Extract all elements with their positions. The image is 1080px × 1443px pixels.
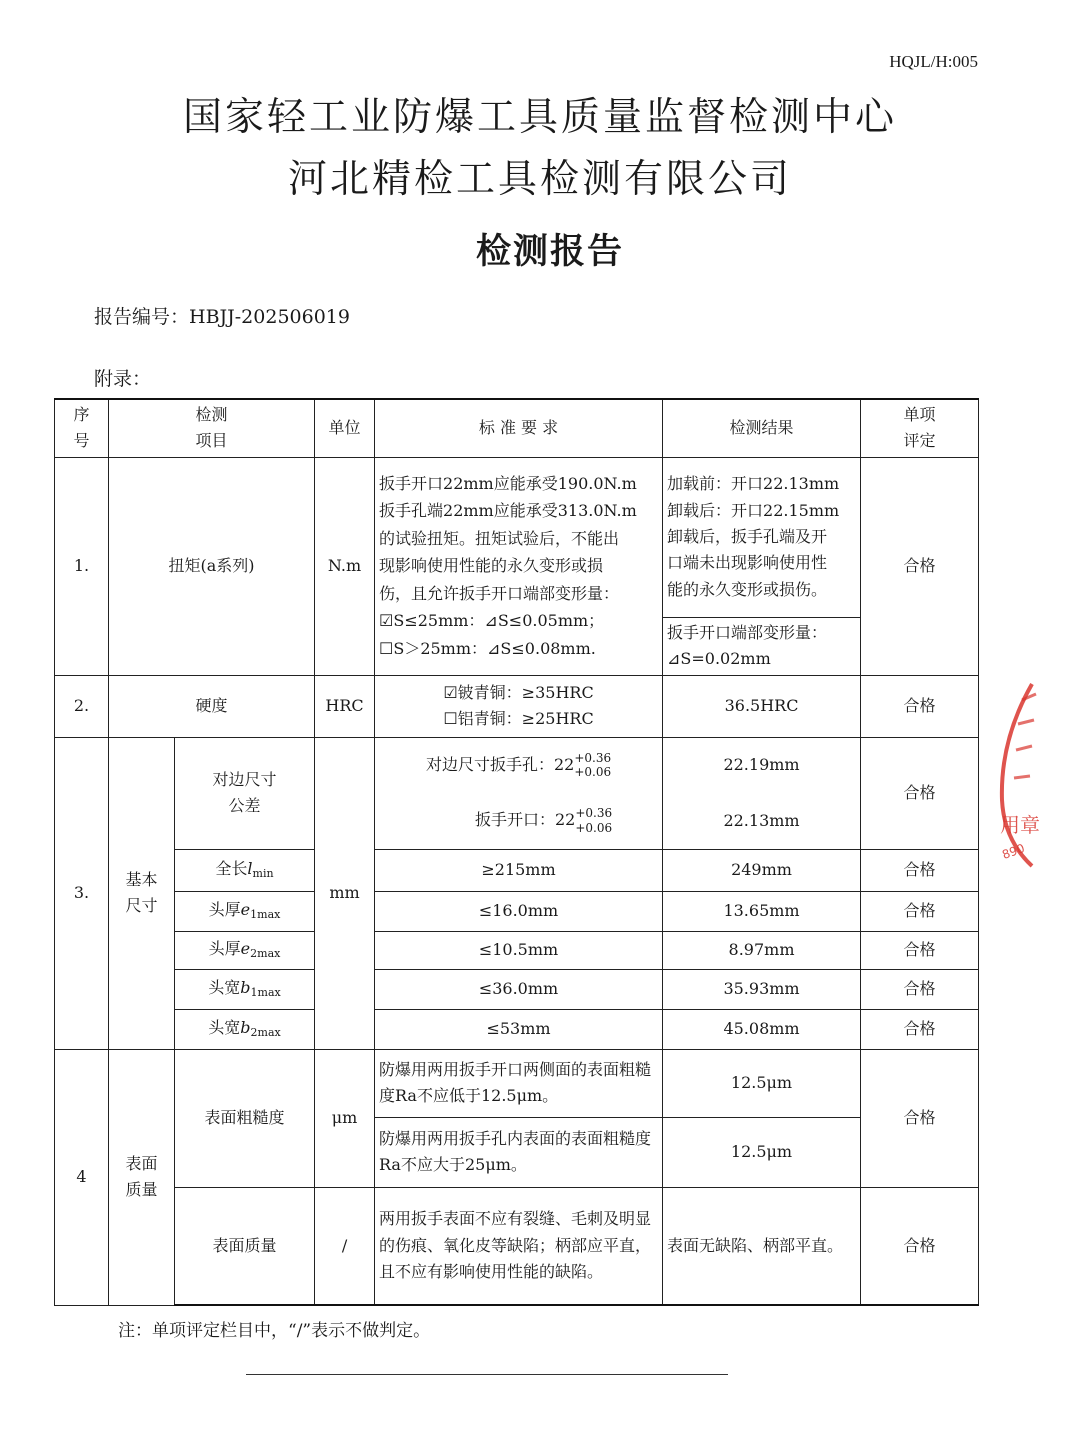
row2-unit: HRC — [315, 675, 375, 737]
row3-flat-req-open: 扳手开口：22+0.36 +0.06 — [375, 793, 663, 849]
row4-rough-req-a: 防爆用两用扳手开口两侧面的表面粗糙度Ra不应低于12.5μm。 — [375, 1049, 663, 1117]
row3-flat-req-hole: 对边尺寸扳手孔：22+0.36 +0.06 — [375, 737, 663, 793]
row2-requirement: ☑铍青铜：≥35HRC ☐铝青铜：≥25HRC — [375, 675, 663, 737]
row3-sub-verdict: 合格 — [861, 969, 979, 1009]
row2-verdict: 合格 — [861, 675, 979, 737]
row3-flat-verdict: 合格 — [861, 737, 979, 849]
row3-sub-req: ≤16.0mm — [375, 891, 663, 931]
table-row — [55, 849, 979, 891]
row3-sub-req: ≤53mm — [375, 1009, 663, 1049]
row4-group: 表面 质量 — [109, 1049, 175, 1305]
table-header-row — [55, 399, 979, 457]
table-row — [55, 1187, 979, 1305]
stamp-text: 用章 — [1000, 813, 1040, 837]
row1-verdict: 合格 — [861, 457, 979, 675]
row4-quality-unit: / — [315, 1187, 375, 1305]
report-title: 检测报告 — [475, 232, 624, 272]
org-name-line1: 国家轻工业防爆工具质量监督检测中心 — [182, 95, 897, 140]
row3-sub-result: 45.08mm — [663, 1009, 861, 1049]
row3-sub-item: 头宽$b_{2max}$ — [175, 1009, 315, 1049]
row3-seq: 3. — [55, 737, 109, 1049]
header-result: 检测结果 — [663, 399, 861, 457]
header-requirement: 标 准 要 求 — [375, 399, 663, 457]
table-row — [55, 737, 979, 793]
footnote: 注：单项评定栏目中，“/”表示不做判定。 — [118, 1321, 431, 1341]
row3-sub-result: 35.93mm — [663, 969, 861, 1009]
document-code: HQJL/H:005 — [889, 52, 978, 71]
row4-rough-req-b: 防爆用两用扳手孔内表面的表面粗糙度Ra不应大于25μm。 — [375, 1117, 663, 1187]
row4-quality-result: 表面无缺陷、柄部平直。 — [663, 1187, 861, 1305]
row3-sub-req: ≥215mm — [375, 849, 663, 891]
row3-sub-result: 8.97mm — [663, 931, 861, 969]
row3-sub-req: ≤10.5mm — [375, 931, 663, 969]
table-row — [55, 675, 979, 737]
row3-group: 基本 尺寸 — [109, 737, 175, 1049]
table-row — [55, 1049, 979, 1117]
row1-requirement: 扳手开口22mm应能承受190.0N.m 扳手孔端22mm应能承受313.0N.m 的试验扭矩。扭矩试验后，不能出 现影响使用性能的永久变形或损 伤，且允许扳手开口端部变形量： ☑S≤25mm：⊿S≤0.05mm； ☐S＞25mm：⊿S≤0.08mm. — [375, 457, 663, 675]
row3-sub-item: 全长$l_{min}$ — [175, 849, 315, 891]
row1-deformation-result: 扳手开口端部变形量： ⊿S=0.02mm — [663, 617, 861, 675]
table-row — [55, 969, 979, 1009]
row1-result: 加载前：开口22.13mm 卸载后：开口22.15mm 卸载后，扳手孔端及开 口端未出现影响使用性 能的永久变形或损伤。 — [663, 457, 861, 617]
table-row — [55, 1009, 979, 1049]
row3-sub-verdict: 合格 — [861, 1009, 979, 1049]
official-seal-stamp — [992, 680, 1042, 870]
inspection-table — [54, 398, 979, 1306]
header-verdict: 单项 评定 — [861, 399, 979, 457]
header-seq: 序 号 — [55, 399, 109, 457]
row3-sub-item: 头厚$e_{2max}$ — [175, 931, 315, 969]
row4-rough-verdict: 合格 — [861, 1049, 979, 1187]
row1-item: 扭矩(a系列) — [109, 457, 315, 675]
row3-sub-item: 头宽$b_{1max}$ — [175, 969, 315, 1009]
header-unit: 单位 — [315, 399, 375, 457]
report-number: 报告编号：HBJJ-202506019 — [94, 306, 350, 328]
signature-divider — [246, 1374, 728, 1375]
row3-sub-req: ≤36.0mm — [375, 969, 663, 1009]
table-row — [55, 891, 979, 931]
row3-sub-verdict: 合格 — [861, 849, 979, 891]
row4-quality-verdict: 合格 — [861, 1187, 979, 1305]
row3-sub-verdict: 合格 — [861, 891, 979, 931]
table-row — [55, 931, 979, 969]
header-item: 检测 项目 — [109, 399, 315, 457]
org-name-line2: 河北精检工具检测有限公司 — [287, 157, 792, 202]
row4-rough-unit: μm — [315, 1049, 375, 1187]
row4-rough-result-b: 12.5μm — [663, 1117, 861, 1187]
row2-result: 36.5HRC — [663, 675, 861, 737]
row2-seq: 2. — [55, 675, 109, 737]
row4-rough-item: 表面粗糙度 — [175, 1049, 315, 1187]
row3-unit: mm — [315, 737, 375, 1049]
row3-sub-result: 249mm — [663, 849, 861, 891]
row2-item: 硬度 — [109, 675, 315, 737]
row3-flat-item: 对边尺寸 公差 — [175, 737, 315, 849]
row3-sub-item: 头厚$e_{1max}$ — [175, 891, 315, 931]
row3-flat-result-hole: 22.19mm — [663, 737, 861, 793]
stamp-digits: 890 — [1000, 841, 1027, 862]
row3-sub-verdict: 合格 — [861, 931, 979, 969]
row3-flat-result-open: 22.13mm — [663, 793, 861, 849]
row4-quality-req: 两用扳手表面不应有裂缝、毛刺及明显的伤痕、氧化皮等缺陷；柄部应平直，且不应有影响使用性能的缺陷。 — [375, 1187, 663, 1305]
table-row — [55, 457, 979, 617]
row1-unit: N.m — [315, 457, 375, 675]
appendix-label: 附录： — [94, 368, 152, 390]
row4-seq: 4 — [55, 1049, 109, 1305]
row1-seq: 1. — [55, 457, 109, 675]
row3-sub-result: 13.65mm — [663, 891, 861, 931]
row4-rough-result-a: 12.5μm — [663, 1049, 861, 1117]
row4-quality-item: 表面质量 — [175, 1187, 315, 1305]
